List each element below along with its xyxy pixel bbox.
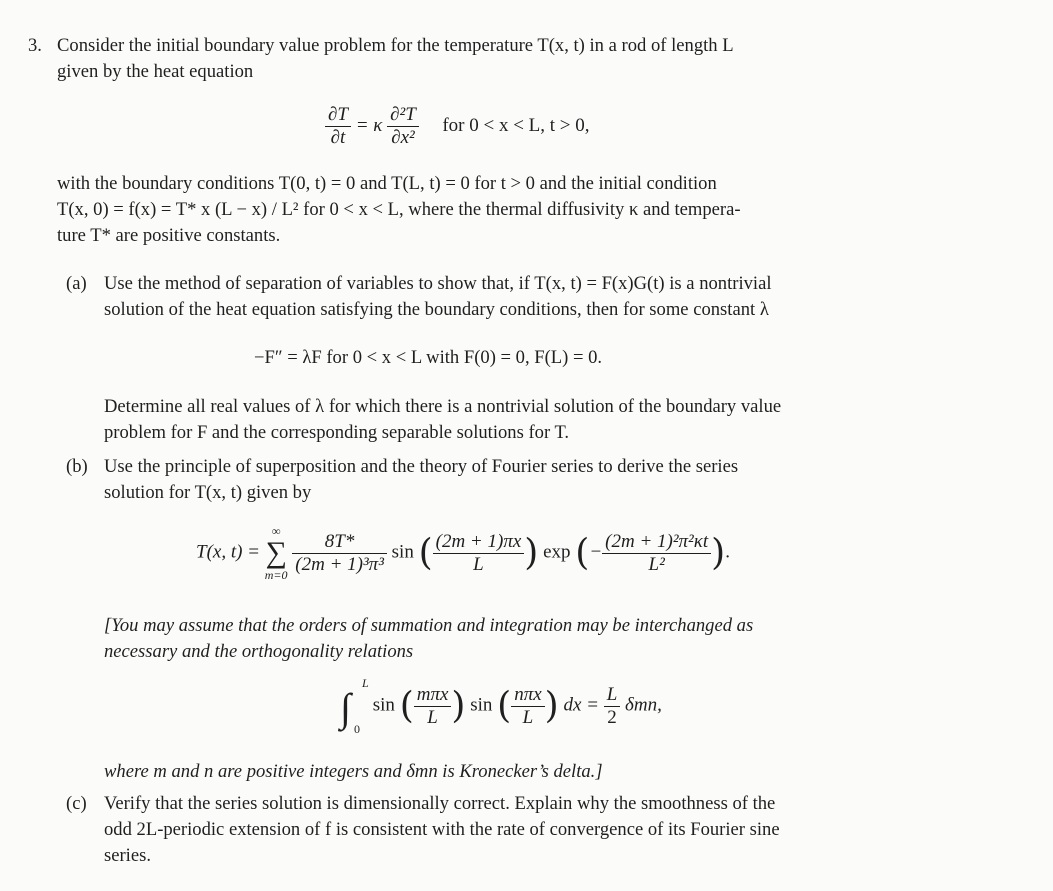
coefficient-fraction [292, 531, 387, 576]
exp-arg-denominator: L² [648, 553, 665, 575]
series-solution: T(x, t) = ∞ ∑ m=0 $\frac{8T*}{\text{(2m + 1)³π³}}$ sin ( $\frac{(2m + 1)\pi x}{L}$ ) exp (− $\frac{\text{(2m + 1)²π²κt}}{\text{L²}}$ ). [196, 524, 730, 582]
heat-equation-domain: for 0 < x < L, t > 0, [442, 114, 590, 136]
int-frac-2-numerator: nπx [511, 684, 544, 707]
summation [265, 524, 288, 582]
note-line-2: necessary and the orthogonality relations [104, 641, 414, 662]
series-end-punctuation: . [725, 541, 730, 563]
integral-lower-limit: 0 [354, 722, 360, 736]
equals-kappa: = κ [355, 114, 383, 136]
int-frac-2 [511, 684, 544, 729]
problem-number: 3. [28, 35, 42, 56]
part-b-line-2: solution for T(x, t) given by [104, 482, 312, 503]
intro-line-2: given by the heat equation [57, 61, 254, 82]
bc-line-2: T(x, 0) = f(x) = T* x (L − x) / L² for 0 < x < L, where the thermal diffusivity κ and tempera- [57, 199, 741, 220]
part-a-equation: −F″ = λF for 0 < x < L with F(0) = 0, F(L) = 0. [254, 347, 603, 368]
int-frac-1-numerator: mπx [414, 684, 452, 707]
int-rhs-numerator: L [604, 684, 621, 707]
exp-arg-numerator: (2m + 1)²π²κt [602, 531, 711, 554]
exp-sign: − [589, 541, 603, 563]
coefficient-denominator: (2m + 1)³π³ [295, 553, 384, 575]
int-rhs-delta: δmn, [625, 694, 662, 716]
part-c-line-1: Verify that the series solution is dimensionally correct. Explain why the smoothness of the [104, 793, 776, 814]
part-b-line-1: Use the principle of superposition and the theory of Fourier series to derive the series [104, 456, 739, 477]
sin-arg-denominator: L [473, 553, 484, 575]
note-line-1: [You may assume that the orders of summation and integration may be interchanged as [104, 615, 754, 636]
part-a-label: (a) [66, 273, 87, 294]
int-frac-2-denominator: L [522, 706, 534, 728]
sin-argument [433, 531, 525, 576]
part-a-line-4: problem for F and the corresponding separable solutions for T. [104, 422, 570, 443]
part-a-line-1: Use the method of separation of variables to show that, if T(x, t) = F(x)G(t) is a nontrivial [104, 273, 772, 294]
dt-denominator: ∂t [330, 127, 346, 148]
intro-line-1: Consider the initial boundary value problem for the temperature T(x, t) in a rod of length L [57, 35, 734, 56]
int-dx: dx = [563, 694, 599, 716]
sum-lower-limit: m=0 [264, 568, 288, 582]
d2T-dx2-fraction [387, 104, 419, 149]
note-line-3: where m and n are positive integers and δmn is Kronecker’s delta.] [104, 761, 603, 782]
orthogonality-relation: ∫ L 0 sin ( $\frac{\text{mπx}}{L}$ ) sin ( $\frac{\text{nπx}}{L}$ ) dx = $\frac{L}{2}$ δmn, [340, 676, 662, 736]
part-b-label: (b) [66, 456, 88, 477]
bc-line-3: ture T* are positive constants. [57, 225, 281, 246]
int-frac-1 [414, 684, 452, 729]
part-c-label: (c) [66, 793, 87, 814]
int-rhs-denominator: 2 [607, 706, 617, 728]
sum-upper-limit: ∞ [271, 524, 281, 538]
exp-label: exp [543, 541, 571, 563]
int-rhs-fraction [604, 684, 621, 729]
dx2-denominator: ∂x² [391, 127, 415, 148]
sum-symbol: ∑ [265, 536, 287, 569]
int-sin-2: sin [470, 694, 493, 716]
part-a-line-2: solution of the heat equation satisfying the boundary conditions, then for some constant λ [104, 299, 769, 320]
integral-upper-limit: L [362, 676, 369, 690]
part-a-line-3: Determine all real values of λ for which there is a nontrivial solution of the boundary value [104, 396, 782, 417]
int-sin-1: sin [372, 694, 395, 716]
exp-argument [602, 531, 711, 576]
int-frac-1-denominator: L [427, 706, 438, 728]
d2T-numerator: ∂²T [387, 104, 419, 127]
sin-arg-numerator: (2m + 1)πx [433, 531, 525, 554]
series-lhs: T(x, t) = [196, 541, 261, 563]
dT-dt-fraction [325, 104, 351, 149]
part-c-line-2: odd 2L-periodic extension of f is consistent with the rate of convergence of its Fourier sine [104, 819, 780, 840]
bc-line-1: with the boundary conditions T(0, t) = 0 and T(L, t) = 0 for t > 0 and the initial condition [57, 173, 717, 194]
part-c-line-3: series. [104, 845, 151, 866]
sin-label: sin [391, 541, 414, 563]
coefficient-numerator: 8T* [292, 531, 387, 554]
integral [340, 676, 369, 736]
heat-equation [325, 104, 590, 149]
integral-sign: ∫ [340, 685, 351, 730]
dT-numerator: ∂T [325, 104, 351, 127]
